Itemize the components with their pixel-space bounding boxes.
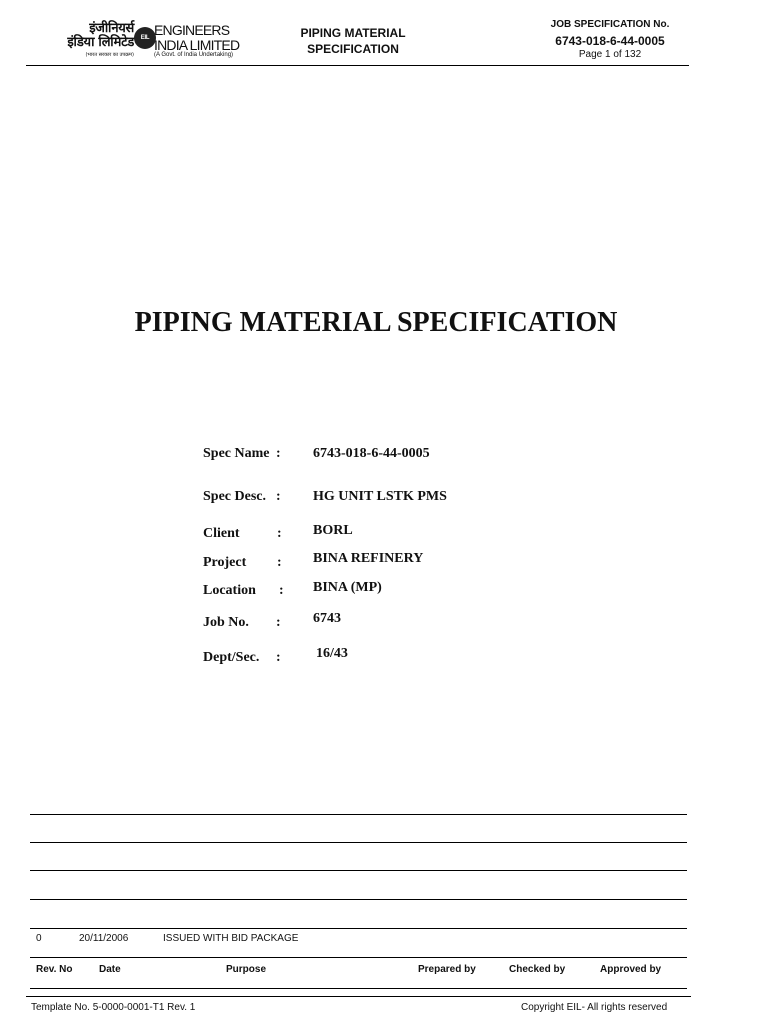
footer-template: Template No. 5-0000-0001-T1 Rev. 1 [31,1002,196,1013]
header-rev-no: Rev. No [36,964,73,975]
footer-copyright: Copyright EIL- All rights reserved [521,1002,668,1013]
logo-emblem-icon: EIL [134,27,156,49]
header-divider [26,65,689,66]
dept-sec-value: 16/43 [316,646,348,661]
spec-name-label: Spec Name [203,446,270,461]
spec-name-value: 6743-018-6-44-0005 [313,446,430,461]
revision-line [30,988,687,989]
revision-row-rev-no: 0 [36,933,42,944]
job-spec-number: 6743-018-6-44-0005 [555,34,665,48]
revision-line [30,899,687,900]
spec-desc-label: Spec Desc. [203,489,266,504]
revision-line [30,814,687,815]
document-title: PIPING MATERIAL SPECIFICATION [134,307,618,338]
header-title: PIPING MATERIAL SPECIFICATION [300,26,406,56]
client-label: Client [203,526,240,541]
header-prepared-by: Prepared by [418,964,476,975]
client-value: BORL [313,523,353,538]
spec-name-separator: : [276,446,281,461]
location-separator: : [279,583,284,598]
dept-sec-separator: : [276,650,281,665]
revision-row-purpose: ISSUED WITH BID PACKAGE [163,933,299,944]
header-checked-by: Checked by [509,964,566,975]
company-logo [52,22,252,62]
spec-desc-separator: : [276,489,281,504]
revision-line [30,842,687,843]
job-spec-label: JOB SPECIFICATION No. [550,19,670,30]
client-separator: : [277,526,282,541]
revision-row-date: 20/11/2006 [79,933,129,944]
page-indicator: Page 1 of 132 [578,49,642,60]
footer-divider [26,996,691,997]
revision-line [30,957,687,958]
header-purpose: Purpose [226,964,267,975]
dept-sec-label: Dept/Sec. [203,650,260,665]
header-approved-by: Approved by [600,964,662,975]
revision-line [30,870,687,871]
header-date: Date [99,964,121,975]
location-value: BINA (MP) [313,580,382,595]
job-no-value: 6743 [313,611,341,626]
project-value: BINA REFINERY [313,551,424,566]
logo-hindi-name: इंजीनियर्स इंडिया लिमिटेड [67,21,134,50]
spec-desc-value: HG UNIT LSTK PMS [313,489,447,504]
location-label: Location [203,583,256,598]
logo-english-name: ENGINEERS INDIA LIMITED [154,22,240,53]
logo-hindi-tagline: (भारत सरकार का उपक्रम) [85,52,134,58]
job-no-label: Job No. [203,615,249,630]
revision-line [30,928,687,929]
project-separator: : [277,555,282,570]
project-label: Project [203,555,247,570]
job-no-separator: : [276,615,281,630]
logo-english-tagline: (A Govt. of India Undertaking) [154,52,234,58]
